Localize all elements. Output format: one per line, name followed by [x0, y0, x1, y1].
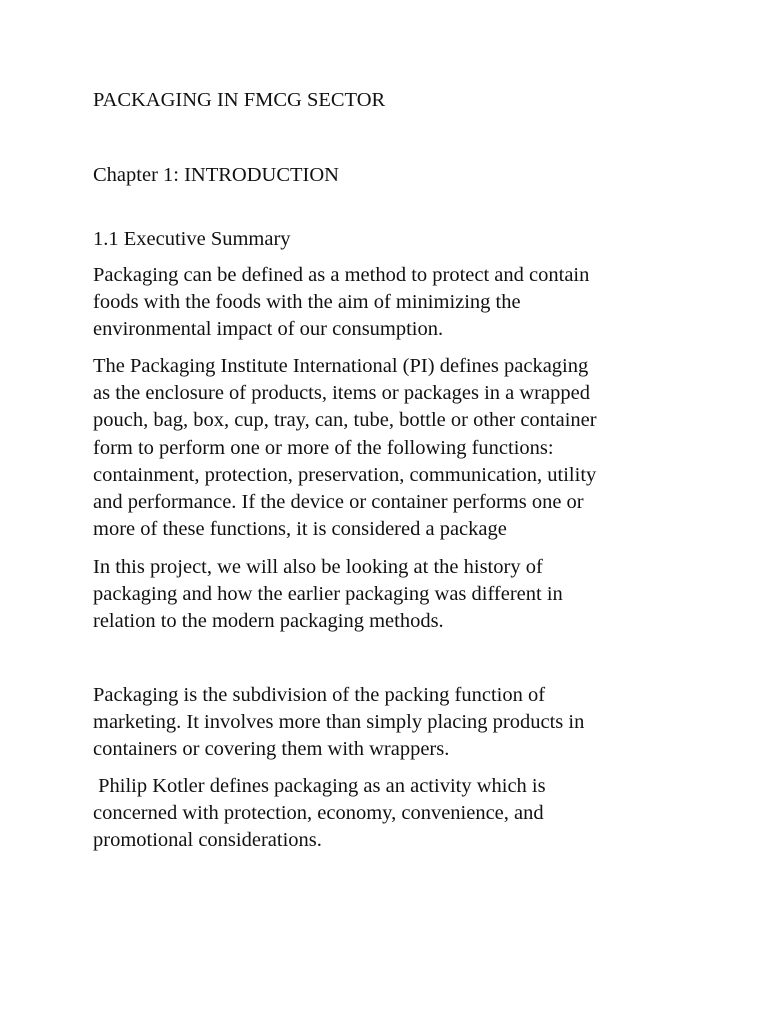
section-heading: 1.1 Executive Summary — [93, 228, 291, 250]
chapter-heading: Chapter 1: INTRODUCTION — [93, 164, 339, 186]
document-title: PACKAGING IN FMCG SECTOR — [93, 89, 386, 111]
paragraph-definition: Packaging can be defined as a method to protect and contain foods with the foods with the aim of minimizing the environmental impact of our consumption. — [93, 264, 590, 341]
paragraph-kotler-definition: Philip Kotler defines packaging as an activity which is concerned with protection, economy, convenience, and promotional considerations. — [93, 775, 546, 852]
paragraph-pi-definition: The Packaging Institute International (PI) defines packaging as the enclosure of products, items or packages in a wrapped pouch, bag, box, cup, tray, can, tube, bottle or other container form to perform one or more of the following functions: containment, protection, preservation, communication, utility and performance. If the device or container performs one or more of these functions, it is considered a package — [93, 355, 597, 541]
paragraph-project-scope: In this project, we will also be looking at the history of packaging and how the earlier packaging was different in relation to the modern packaging methods. — [93, 556, 563, 633]
paragraph-subdivision: Packaging is the subdivision of the packing function of marketing. It involves more than simply placing products in containers or covering them with wrappers. — [93, 684, 585, 761]
